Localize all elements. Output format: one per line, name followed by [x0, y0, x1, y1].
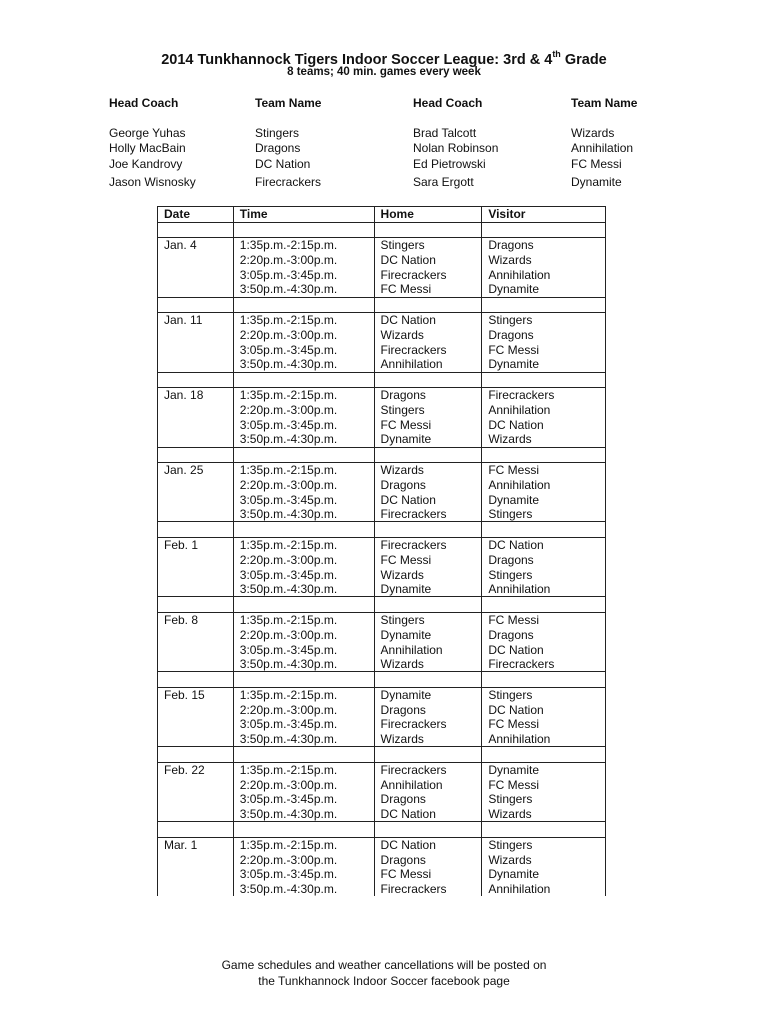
- empty-cell: [482, 372, 606, 388]
- table-row: [158, 792, 606, 807]
- table-row: [158, 388, 606, 403]
- time-cell: 3:05p.m.-3:45p.m.: [233, 417, 374, 432]
- coach-name: Nolan Robinson: [413, 141, 499, 155]
- empty-cell: [482, 597, 606, 613]
- date-cell: [158, 507, 234, 522]
- coach-name: Holly MacBain: [109, 141, 186, 155]
- home-team-cell: DC Nation: [374, 837, 482, 852]
- coach-name: George Yuhas: [109, 125, 186, 140]
- home-team-cell: Firecrackers: [374, 342, 482, 357]
- time-cell: 2:20p.m.-3:00p.m.: [233, 328, 374, 343]
- date-cell: [158, 778, 234, 793]
- home-team-cell: Stingers: [374, 238, 482, 253]
- empty-cell: [233, 522, 374, 538]
- home-team-cell: Firecrackers: [374, 267, 482, 282]
- home-column-header: Home: [374, 207, 482, 223]
- empty-cell: [482, 822, 606, 838]
- empty-cell: [374, 222, 482, 238]
- time-cell: 3:05p.m.-3:45p.m.: [233, 342, 374, 357]
- empty-cell: [233, 597, 374, 613]
- time-cell: 3:50p.m.-4:30p.m.: [233, 732, 374, 747]
- home-team-cell: FC Messi: [374, 553, 482, 568]
- empty-cell: [233, 747, 374, 763]
- time-cell: 3:50p.m.-4:30p.m.: [233, 882, 374, 897]
- schedule-header-row: [158, 207, 606, 223]
- table-row: [158, 417, 606, 432]
- home-team-cell: Stingers: [374, 403, 482, 418]
- time-cell: 3:05p.m.-3:45p.m.: [233, 492, 374, 507]
- visitor-team-cell: DC Nation: [482, 703, 606, 718]
- table-row: [158, 657, 606, 672]
- date-cell: [158, 567, 234, 582]
- visitor-team-cell: Dragons: [482, 553, 606, 568]
- table-row: [158, 553, 606, 568]
- home-team-cell: Wizards: [374, 328, 482, 343]
- date-cell: Feb. 1: [158, 538, 234, 553]
- home-team-cell: DC Nation: [374, 492, 482, 507]
- spacer-row: [158, 597, 606, 613]
- time-cell: 3:05p.m.-3:45p.m.: [233, 642, 374, 657]
- table-row: [158, 732, 606, 747]
- home-team-cell: DC Nation: [374, 313, 482, 328]
- home-team-cell: Dragons: [374, 792, 482, 807]
- home-team-cell: Dragons: [374, 478, 482, 493]
- time-cell: 2:20p.m.-3:00p.m.: [233, 853, 374, 868]
- time-cell: 3:50p.m.-4:30p.m.: [233, 357, 374, 372]
- date-cell: [158, 553, 234, 568]
- visitor-team-cell: DC Nation: [482, 538, 606, 553]
- visitor-team-cell: Annihilation: [482, 403, 606, 418]
- time-cell: 3:05p.m.-3:45p.m.: [233, 792, 374, 807]
- visitor-team-cell: DC Nation: [482, 417, 606, 432]
- date-cell: [158, 342, 234, 357]
- home-team-cell: Wizards: [374, 657, 482, 672]
- time-cell: 1:35p.m.-2:15p.m.: [233, 238, 374, 253]
- visitor-team-cell: Dynamite: [482, 492, 606, 507]
- time-cell: 3:05p.m.-3:45p.m.: [233, 717, 374, 732]
- table-row: [158, 538, 606, 553]
- time-cell: 2:20p.m.-3:00p.m.: [233, 778, 374, 793]
- date-cell: Feb. 22: [158, 762, 234, 777]
- table-row: [158, 432, 606, 447]
- date-cell: [158, 582, 234, 597]
- date-cell: [158, 853, 234, 868]
- time-cell: 2:20p.m.-3:00p.m.: [233, 403, 374, 418]
- home-team-cell: DC Nation: [374, 253, 482, 268]
- table-row: [158, 613, 606, 628]
- empty-cell: [374, 597, 482, 613]
- home-team-cell: Firecrackers: [374, 717, 482, 732]
- visitor-column-header: Visitor: [482, 207, 606, 223]
- spacer-row: [158, 747, 606, 763]
- team-name: DC Nation: [255, 156, 311, 171]
- visitor-team-cell: Stingers: [482, 567, 606, 582]
- time-cell: 2:20p.m.-3:00p.m.: [233, 628, 374, 643]
- schedule-body: [158, 222, 606, 896]
- empty-cell: [482, 522, 606, 538]
- date-cell: [158, 417, 234, 432]
- table-row: [158, 267, 606, 282]
- coach-name: Jason Wisnosky: [109, 175, 196, 189]
- empty-cell: [233, 372, 374, 388]
- empty-cell: [482, 672, 606, 688]
- visitor-team-cell: Stingers: [482, 837, 606, 852]
- spacer-row: [158, 297, 606, 313]
- home-team-cell: Annihilation: [374, 778, 482, 793]
- date-cell: [158, 328, 234, 343]
- time-cell: 2:20p.m.-3:00p.m.: [233, 478, 374, 493]
- time-cell: 1:35p.m.-2:15p.m.: [233, 538, 374, 553]
- time-cell: 3:50p.m.-4:30p.m.: [233, 582, 374, 597]
- empty-cell: [482, 297, 606, 313]
- visitor-team-cell: Dynamite: [482, 867, 606, 882]
- time-cell: 3:05p.m.-3:45p.m.: [233, 267, 374, 282]
- time-cell: 2:20p.m.-3:00p.m.: [233, 553, 374, 568]
- empty-cell: [158, 447, 234, 463]
- home-team-cell: Firecrackers: [374, 538, 482, 553]
- head-coach-header: Head Coach: [413, 96, 483, 110]
- empty-cell: [482, 747, 606, 763]
- table-row: [158, 567, 606, 582]
- team-name: FC Messi: [571, 156, 622, 171]
- home-team-cell: FC Messi: [374, 282, 482, 297]
- time-cell: 1:35p.m.-2:15p.m.: [233, 463, 374, 478]
- home-team-cell: Firecrackers: [374, 882, 482, 897]
- date-cell: [158, 432, 234, 447]
- date-cell: [158, 703, 234, 718]
- date-cell: [158, 253, 234, 268]
- table-row: [158, 507, 606, 522]
- empty-cell: [158, 597, 234, 613]
- empty-cell: [158, 297, 234, 313]
- time-cell: 1:35p.m.-2:15p.m.: [233, 613, 374, 628]
- date-cell: [158, 642, 234, 657]
- empty-cell: [374, 372, 482, 388]
- team-column-right: [571, 96, 637, 191]
- table-row: [158, 688, 606, 703]
- home-team-cell: Dragons: [374, 853, 482, 868]
- table-row: [158, 882, 606, 897]
- date-cell: [158, 403, 234, 418]
- time-cell: 3:50p.m.-4:30p.m.: [233, 807, 374, 822]
- table-row: [158, 342, 606, 357]
- time-cell: 1:35p.m.-2:15p.m.: [233, 688, 374, 703]
- time-cell: 3:05p.m.-3:45p.m.: [233, 867, 374, 882]
- home-team-cell: Stingers: [374, 613, 482, 628]
- empty-cell: [482, 447, 606, 463]
- date-cell: Feb. 15: [158, 688, 234, 703]
- home-team-cell: Dynamite: [374, 688, 482, 703]
- coach-name: Brad Talcott: [413, 125, 477, 140]
- time-cell: 3:50p.m.-4:30p.m.: [233, 657, 374, 672]
- coach-name: Joe Kandrovy: [109, 156, 183, 171]
- date-cell: Mar. 1: [158, 837, 234, 852]
- date-cell: [158, 628, 234, 643]
- table-row: [158, 642, 606, 657]
- head-coach-header: Head Coach: [109, 96, 179, 110]
- coach-column-left: [109, 96, 196, 191]
- empty-cell: [374, 522, 482, 538]
- visitor-team-cell: Annihilation: [482, 882, 606, 897]
- visitor-team-cell: Firecrackers: [482, 657, 606, 672]
- empty-cell: [158, 747, 234, 763]
- time-cell: 1:35p.m.-2:15p.m.: [233, 313, 374, 328]
- home-team-cell: Annihilation: [374, 642, 482, 657]
- visitor-team-cell: Dynamite: [482, 762, 606, 777]
- visitor-team-cell: Wizards: [482, 253, 606, 268]
- table-row: [158, 253, 606, 268]
- date-cell: Jan. 4: [158, 238, 234, 253]
- team-name: Wizards: [571, 125, 615, 140]
- date-cell: Jan. 18: [158, 388, 234, 403]
- visitor-team-cell: FC Messi: [482, 342, 606, 357]
- date-cell: [158, 882, 234, 897]
- visitor-team-cell: Dynamite: [482, 357, 606, 372]
- table-row: [158, 762, 606, 777]
- time-cell: 3:05p.m.-3:45p.m.: [233, 567, 374, 582]
- visitor-team-cell: Wizards: [482, 432, 606, 447]
- team-name: Dragons: [255, 141, 301, 155]
- time-cell: 1:35p.m.-2:15p.m.: [233, 762, 374, 777]
- date-cell: Jan. 11: [158, 313, 234, 328]
- team-column-left: [255, 96, 321, 191]
- table-row: [158, 807, 606, 822]
- coach-column-right: [413, 96, 498, 191]
- visitor-team-cell: Wizards: [482, 853, 606, 868]
- team-name: Annihilation: [571, 141, 634, 155]
- table-row: [158, 328, 606, 343]
- empty-cell: [158, 822, 234, 838]
- time-cell: 1:35p.m.-2:15p.m.: [233, 837, 374, 852]
- home-team-cell: Dynamite: [374, 432, 482, 447]
- time-cell: 3:50p.m.-4:30p.m.: [233, 507, 374, 522]
- table-row: [158, 403, 606, 418]
- table-row: [158, 478, 606, 493]
- visitor-team-cell: FC Messi: [482, 613, 606, 628]
- empty-cell: [233, 222, 374, 238]
- table-row: [158, 282, 606, 297]
- empty-cell: [233, 822, 374, 838]
- team-name-header: Team Name: [571, 96, 638, 110]
- empty-cell: [158, 672, 234, 688]
- home-team-cell: Firecrackers: [374, 507, 482, 522]
- title-superscript: th: [552, 49, 561, 59]
- home-team-cell: Dragons: [374, 703, 482, 718]
- visitor-team-cell: Dragons: [482, 238, 606, 253]
- date-cell: [158, 732, 234, 747]
- visitor-team-cell: Wizards: [482, 807, 606, 822]
- empty-cell: [233, 297, 374, 313]
- visitor-team-cell: Stingers: [482, 792, 606, 807]
- visitor-team-cell: FC Messi: [482, 778, 606, 793]
- time-cell: 3:50p.m.-4:30p.m.: [233, 432, 374, 447]
- visitor-team-cell: Firecrackers: [482, 388, 606, 403]
- title-main: 2014 Tunkhannock Tigers Indoor Soccer League: 3rd & 4: [161, 51, 553, 68]
- table-row: [158, 837, 606, 852]
- spacer-row: [158, 522, 606, 538]
- home-team-cell: Wizards: [374, 567, 482, 582]
- visitor-team-cell: FC Messi: [482, 463, 606, 478]
- date-cell: Feb. 8: [158, 613, 234, 628]
- visitor-team-cell: Dragons: [482, 628, 606, 643]
- empty-cell: [233, 672, 374, 688]
- home-team-cell: DC Nation: [374, 807, 482, 822]
- footer-note: [0, 957, 768, 989]
- visitor-team-cell: Annihilation: [482, 267, 606, 282]
- empty-cell: [374, 297, 482, 313]
- empty-cell: [374, 747, 482, 763]
- team-name-header: Team Name: [255, 96, 322, 110]
- home-team-cell: Dragons: [374, 388, 482, 403]
- time-cell: 1:35p.m.-2:15p.m.: [233, 388, 374, 403]
- visitor-team-cell: Stingers: [482, 507, 606, 522]
- visitor-team-cell: DC Nation: [482, 642, 606, 657]
- date-cell: [158, 792, 234, 807]
- table-row: [158, 492, 606, 507]
- coach-name: Ed Pietrowski: [413, 156, 486, 171]
- visitor-team-cell: Dragons: [482, 328, 606, 343]
- empty-cell: [233, 447, 374, 463]
- coach-name: Sara Ergott: [413, 175, 474, 189]
- spacer-row: [158, 822, 606, 838]
- empty-cell: [482, 222, 606, 238]
- home-team-cell: Dynamite: [374, 628, 482, 643]
- table-row: [158, 703, 606, 718]
- home-team-cell: FC Messi: [374, 867, 482, 882]
- visitor-team-cell: FC Messi: [482, 717, 606, 732]
- date-cell: [158, 807, 234, 822]
- table-row: [158, 853, 606, 868]
- visitor-team-cell: Stingers: [482, 313, 606, 328]
- date-cell: [158, 867, 234, 882]
- empty-cell: [374, 447, 482, 463]
- time-cell: 2:20p.m.-3:00p.m.: [233, 703, 374, 718]
- empty-cell: [158, 372, 234, 388]
- footer-line: the Tunkhannock Indoor Soccer facebook page: [258, 974, 510, 988]
- table-row: [158, 582, 606, 597]
- table-row: [158, 717, 606, 732]
- footer-line: Game schedules and weather cancellations will be posted on: [221, 958, 547, 972]
- spacer-row: [158, 222, 606, 238]
- time-column-header: Time: [233, 207, 374, 223]
- table-row: [158, 628, 606, 643]
- date-cell: [158, 478, 234, 493]
- empty-cell: [374, 822, 482, 838]
- date-cell: [158, 267, 234, 282]
- visitor-team-cell: Dynamite: [482, 282, 606, 297]
- spacer-row: [158, 672, 606, 688]
- spacer-row: [158, 447, 606, 463]
- date-cell: Jan. 25: [158, 463, 234, 478]
- date-column-header: Date: [158, 207, 234, 223]
- home-team-cell: Annihilation: [374, 357, 482, 372]
- table-row: [158, 463, 606, 478]
- time-cell: 3:50p.m.-4:30p.m.: [233, 282, 374, 297]
- team-name: Dynamite: [571, 175, 622, 189]
- home-team-cell: Wizards: [374, 463, 482, 478]
- date-cell: [158, 717, 234, 732]
- table-row: [158, 313, 606, 328]
- home-team-cell: FC Messi: [374, 417, 482, 432]
- visitor-team-cell: Annihilation: [482, 582, 606, 597]
- table-row: [158, 238, 606, 253]
- date-cell: [158, 282, 234, 297]
- home-team-cell: Firecrackers: [374, 762, 482, 777]
- empty-cell: [374, 672, 482, 688]
- title-end: Grade: [560, 51, 607, 68]
- empty-cell: [158, 522, 234, 538]
- table-row: [158, 357, 606, 372]
- home-team-cell: Dynamite: [374, 582, 482, 597]
- team-name: Firecrackers: [255, 175, 322, 189]
- visitor-team-cell: Annihilation: [482, 732, 606, 747]
- page-subtitle: 8 teams; 40 min. games every week: [287, 66, 481, 78]
- empty-cell: [158, 222, 234, 238]
- date-cell: [158, 357, 234, 372]
- team-name: Stingers: [255, 125, 300, 140]
- home-team-cell: Wizards: [374, 732, 482, 747]
- visitor-team-cell: Annihilation: [482, 478, 606, 493]
- visitor-team-cell: Stingers: [482, 688, 606, 703]
- time-cell: 2:20p.m.-3:00p.m.: [233, 253, 374, 268]
- spacer-row: [158, 372, 606, 388]
- schedule-table: [157, 206, 606, 896]
- date-cell: [158, 492, 234, 507]
- date-cell: [158, 657, 234, 672]
- table-row: [158, 778, 606, 793]
- table-row: [158, 867, 606, 882]
